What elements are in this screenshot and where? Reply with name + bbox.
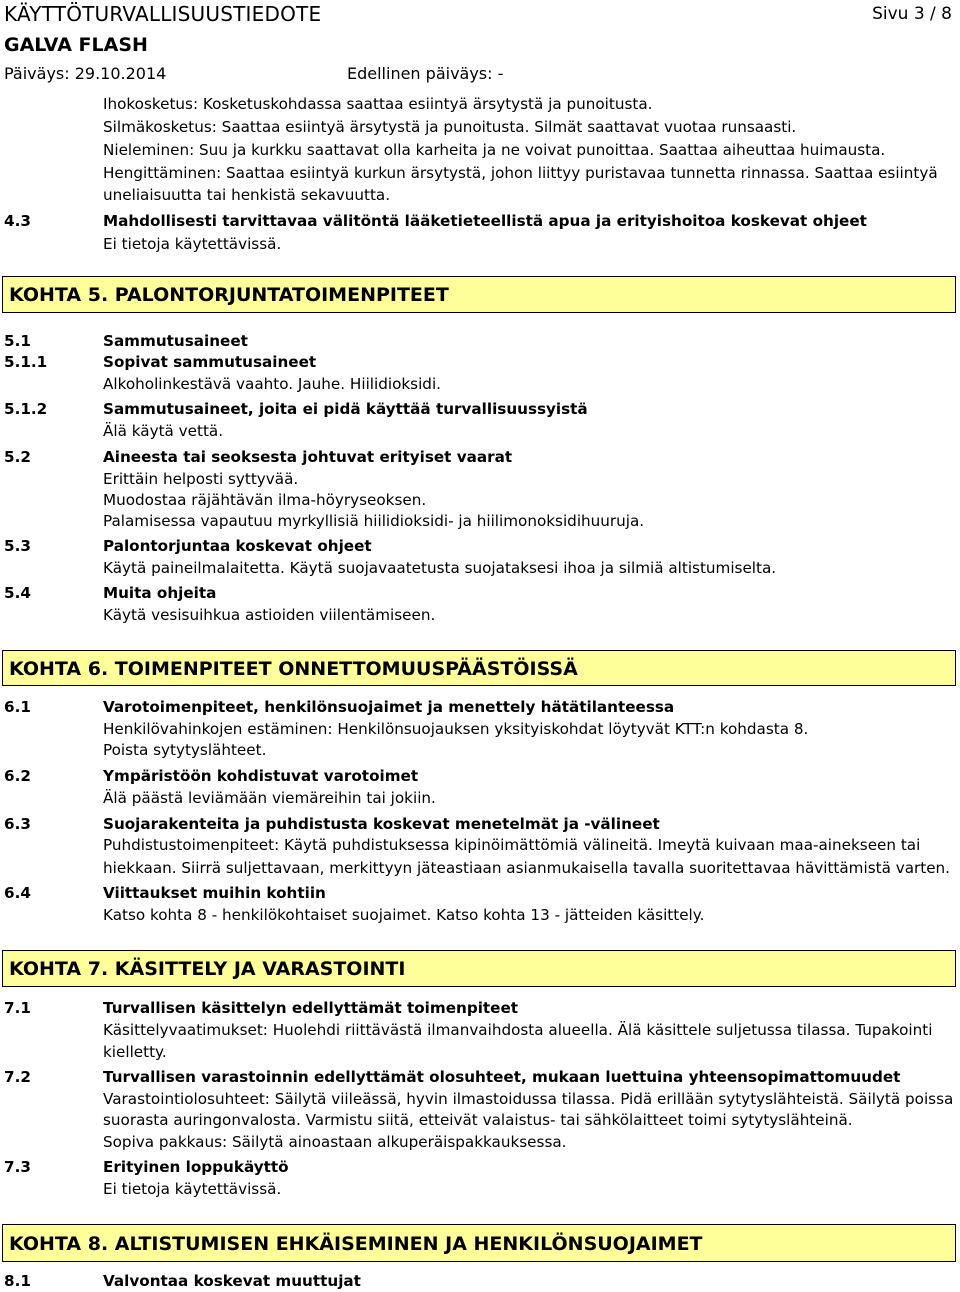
- subsection-heading: Sammutusaineet: [103, 332, 248, 350]
- subsection-text: Varastointiolosuhteet: Säilytä viileässä, hyvin ilmastoidussa tilassa. Pidä erillään sytytyslähteistä. Säilytä poissa: [103, 1090, 954, 1108]
- subsection-heading: Suojarakenteita ja puhdistusta koskevat menetelmät ja -välineet: [103, 815, 660, 833]
- subsection-number: 5.1.1: [4, 353, 48, 371]
- inhalation-text-1: Hengittäminen: Saattaa esiintyä kurkun ärsytystä, johon liittyy puristavaa tunnetta rinnassa. Saattaa esiintyä: [103, 164, 938, 182]
- subsection-heading: Sopivat sammutusaineet: [103, 353, 317, 371]
- subsection-text: Käytä vesisuihkua astioiden viilentämiseen.: [103, 606, 436, 624]
- subsection-text: Palamisessa vapautuu myrkyllisiä hiilidioksidi- ja hiilimonoksidihuuruja.: [103, 512, 645, 530]
- document-title: KÄYTTÖTURVALLISUUSTIEDOTE: [4, 2, 322, 26]
- subsection-number: 5.2: [4, 448, 31, 466]
- section-8-header: KOHTA 8. ALTISTUMISEN EHKÄISEMINEN JA HENKILÖNSUOJAIMET: [2, 1224, 956, 1262]
- subsection-heading: Aineesta tai seoksesta johtuvat erityiset vaarat: [103, 448, 513, 466]
- subsection-text: Erittäin helposti syttyvää.: [103, 470, 299, 488]
- subsection-text: Muodostaa räjähtävän ilma-höyryseoksen.: [103, 491, 427, 509]
- subsection-heading: Sammutusaineet, joita ei pidä käyttää turvallisuussyistä: [103, 400, 588, 418]
- subsection-heading: Ympäristöön kohdistuvat varotoimet: [103, 767, 419, 785]
- subsection-heading: Varotoimenpiteet, henkilönsuojaimet ja menettely hätätilanteessa: [103, 698, 675, 716]
- subsection-number: 5.3: [4, 537, 31, 555]
- page-number: Sivu 3 / 8: [872, 4, 952, 24]
- subsection-text: kielletty.: [103, 1043, 167, 1061]
- section-5-header: KOHTA 5. PALONTORJUNTATOIMENPITEET: [2, 276, 956, 313]
- subsection-text: Käsittelyvaatimukset: Huolehdi riittävästä ilmanvaihdosta alueella. Älä käsittele suljetussa tilassa. Tupakointi: [103, 1021, 933, 1039]
- subsection-number: 7.1: [4, 999, 31, 1017]
- subsection-text: Alkoholinkestävä vaahto. Jauhe. Hiilidioksidi.: [103, 375, 441, 393]
- previous-date: Edellinen päiväys: -: [347, 64, 504, 83]
- subsection-heading: Mahdollisesti tarvittavaa välitöntä lääketieteellistä apua ja erityishoitoa koskevat ohjeet: [103, 212, 867, 230]
- subsection-heading: Muita ohjeita: [103, 584, 217, 602]
- subsection-text: Poista sytytyslähteet.: [103, 741, 267, 759]
- subsection-text: Älä päästä leviämään viemäreihin tai jokiin.: [103, 789, 436, 807]
- subsection-number: 7.2: [4, 1068, 31, 1086]
- skin-contact-text: Ihokosketus: Kosketuskohdassa saattaa esiintyä ärsytystä ja punoitusta.: [103, 95, 653, 113]
- subsection-number: 6.4: [4, 884, 31, 902]
- product-name: GALVA FLASH: [4, 34, 148, 56]
- section-6-header: KOHTA 6. TOIMENPITEET ONNETTOMUUSPÄÄSTÖISSÄ: [2, 650, 956, 686]
- subsection-number: 4.3: [4, 212, 31, 230]
- ingestion-text: Nieleminen: Suu ja kurkku saattavat olla karheita ja ne voivat punoittaa. Saattaa aiheuttaa huimausta.: [103, 141, 886, 159]
- subsection-text: Katso kohta 8 - henkilökohtaiset suojaimet. Katso kohta 13 - jätteiden käsittely.: [103, 906, 705, 924]
- subsection-number: 6.3: [4, 815, 31, 833]
- subsection-text: Sopiva pakkaus: Säilytä ainoastaan alkuperäispakkauksessa.: [103, 1133, 567, 1151]
- subsection-text: Ei tietoja käytettävissä.: [103, 235, 282, 253]
- subsection-number: 5.1: [4, 332, 31, 350]
- subsection-number: 5.1.2: [4, 400, 48, 418]
- subsection-heading: Viittaukset muihin kohtiin: [103, 884, 326, 902]
- subsection-text: hiekkaan. Siirrä suljettavaan, merkittyyn jäteastiaan asianmukaisella tavalla suoritettavaa hävittämistä varten.: [103, 859, 950, 877]
- section-7-header: KOHTA 7. KÄSITTELY JA VARASTOINTI: [2, 950, 956, 987]
- issue-date: Päiväys: 29.10.2014: [4, 64, 167, 83]
- subsection-heading: Turvallisen käsittelyn edellyttämät toimenpiteet: [103, 999, 519, 1017]
- subsection-text: Älä käytä vettä.: [103, 422, 224, 440]
- subsection-heading: Turvallisen varastoinnin edellyttämät olosuhteet, mukaan luettuina yhteensopimattomuudet: [103, 1068, 901, 1086]
- subsection-text: Ei tietoja käytettävissä.: [103, 1180, 282, 1198]
- subsection-text: Puhdistustoimenpiteet: Käytä puhdistuksessa kipinöimättömiä välineitä. Imeytä kuivaan maa-ainekseen tai: [103, 836, 921, 854]
- subsection-text: Käytä paineilmalaitetta. Käytä suojavaatetusta suojataksesi ihoa ja silmiä altistumiselta.: [103, 559, 777, 577]
- subsection-number: 6.1: [4, 698, 31, 716]
- subsection-text: suorasta auringonvalosta. Varmistu siitä, etteivät valaistus- tai sähkölaitteet toimi sytytyslähteinä.: [103, 1111, 853, 1129]
- subsection-number: 6.2: [4, 767, 31, 785]
- subsection-heading: Palontorjuntaa koskevat ohjeet: [103, 537, 372, 555]
- subsection-number: 5.4: [4, 584, 31, 602]
- subsection-number: 7.3: [4, 1158, 31, 1176]
- eye-contact-text: Silmäkosketus: Saattaa esiintyä ärsytystä ja punoitusta. Silmät saattavat vuotaa runsaasti.: [103, 118, 797, 136]
- subsection-text: Henkilövahinkojen estäminen: Henkilönsuojauksen yksityiskohdat löytyvät KTT:n kohdasta 8.: [103, 720, 809, 738]
- subsection-heading: Erityinen loppukäyttö: [103, 1158, 289, 1176]
- subsection-heading: Valvontaa koskevat muuttujat: [103, 1272, 361, 1290]
- inhalation-text-2: uneliaisuutta tai henkistä sekavuutta.: [103, 186, 391, 204]
- subsection-number: 8.1: [4, 1272, 31, 1290]
